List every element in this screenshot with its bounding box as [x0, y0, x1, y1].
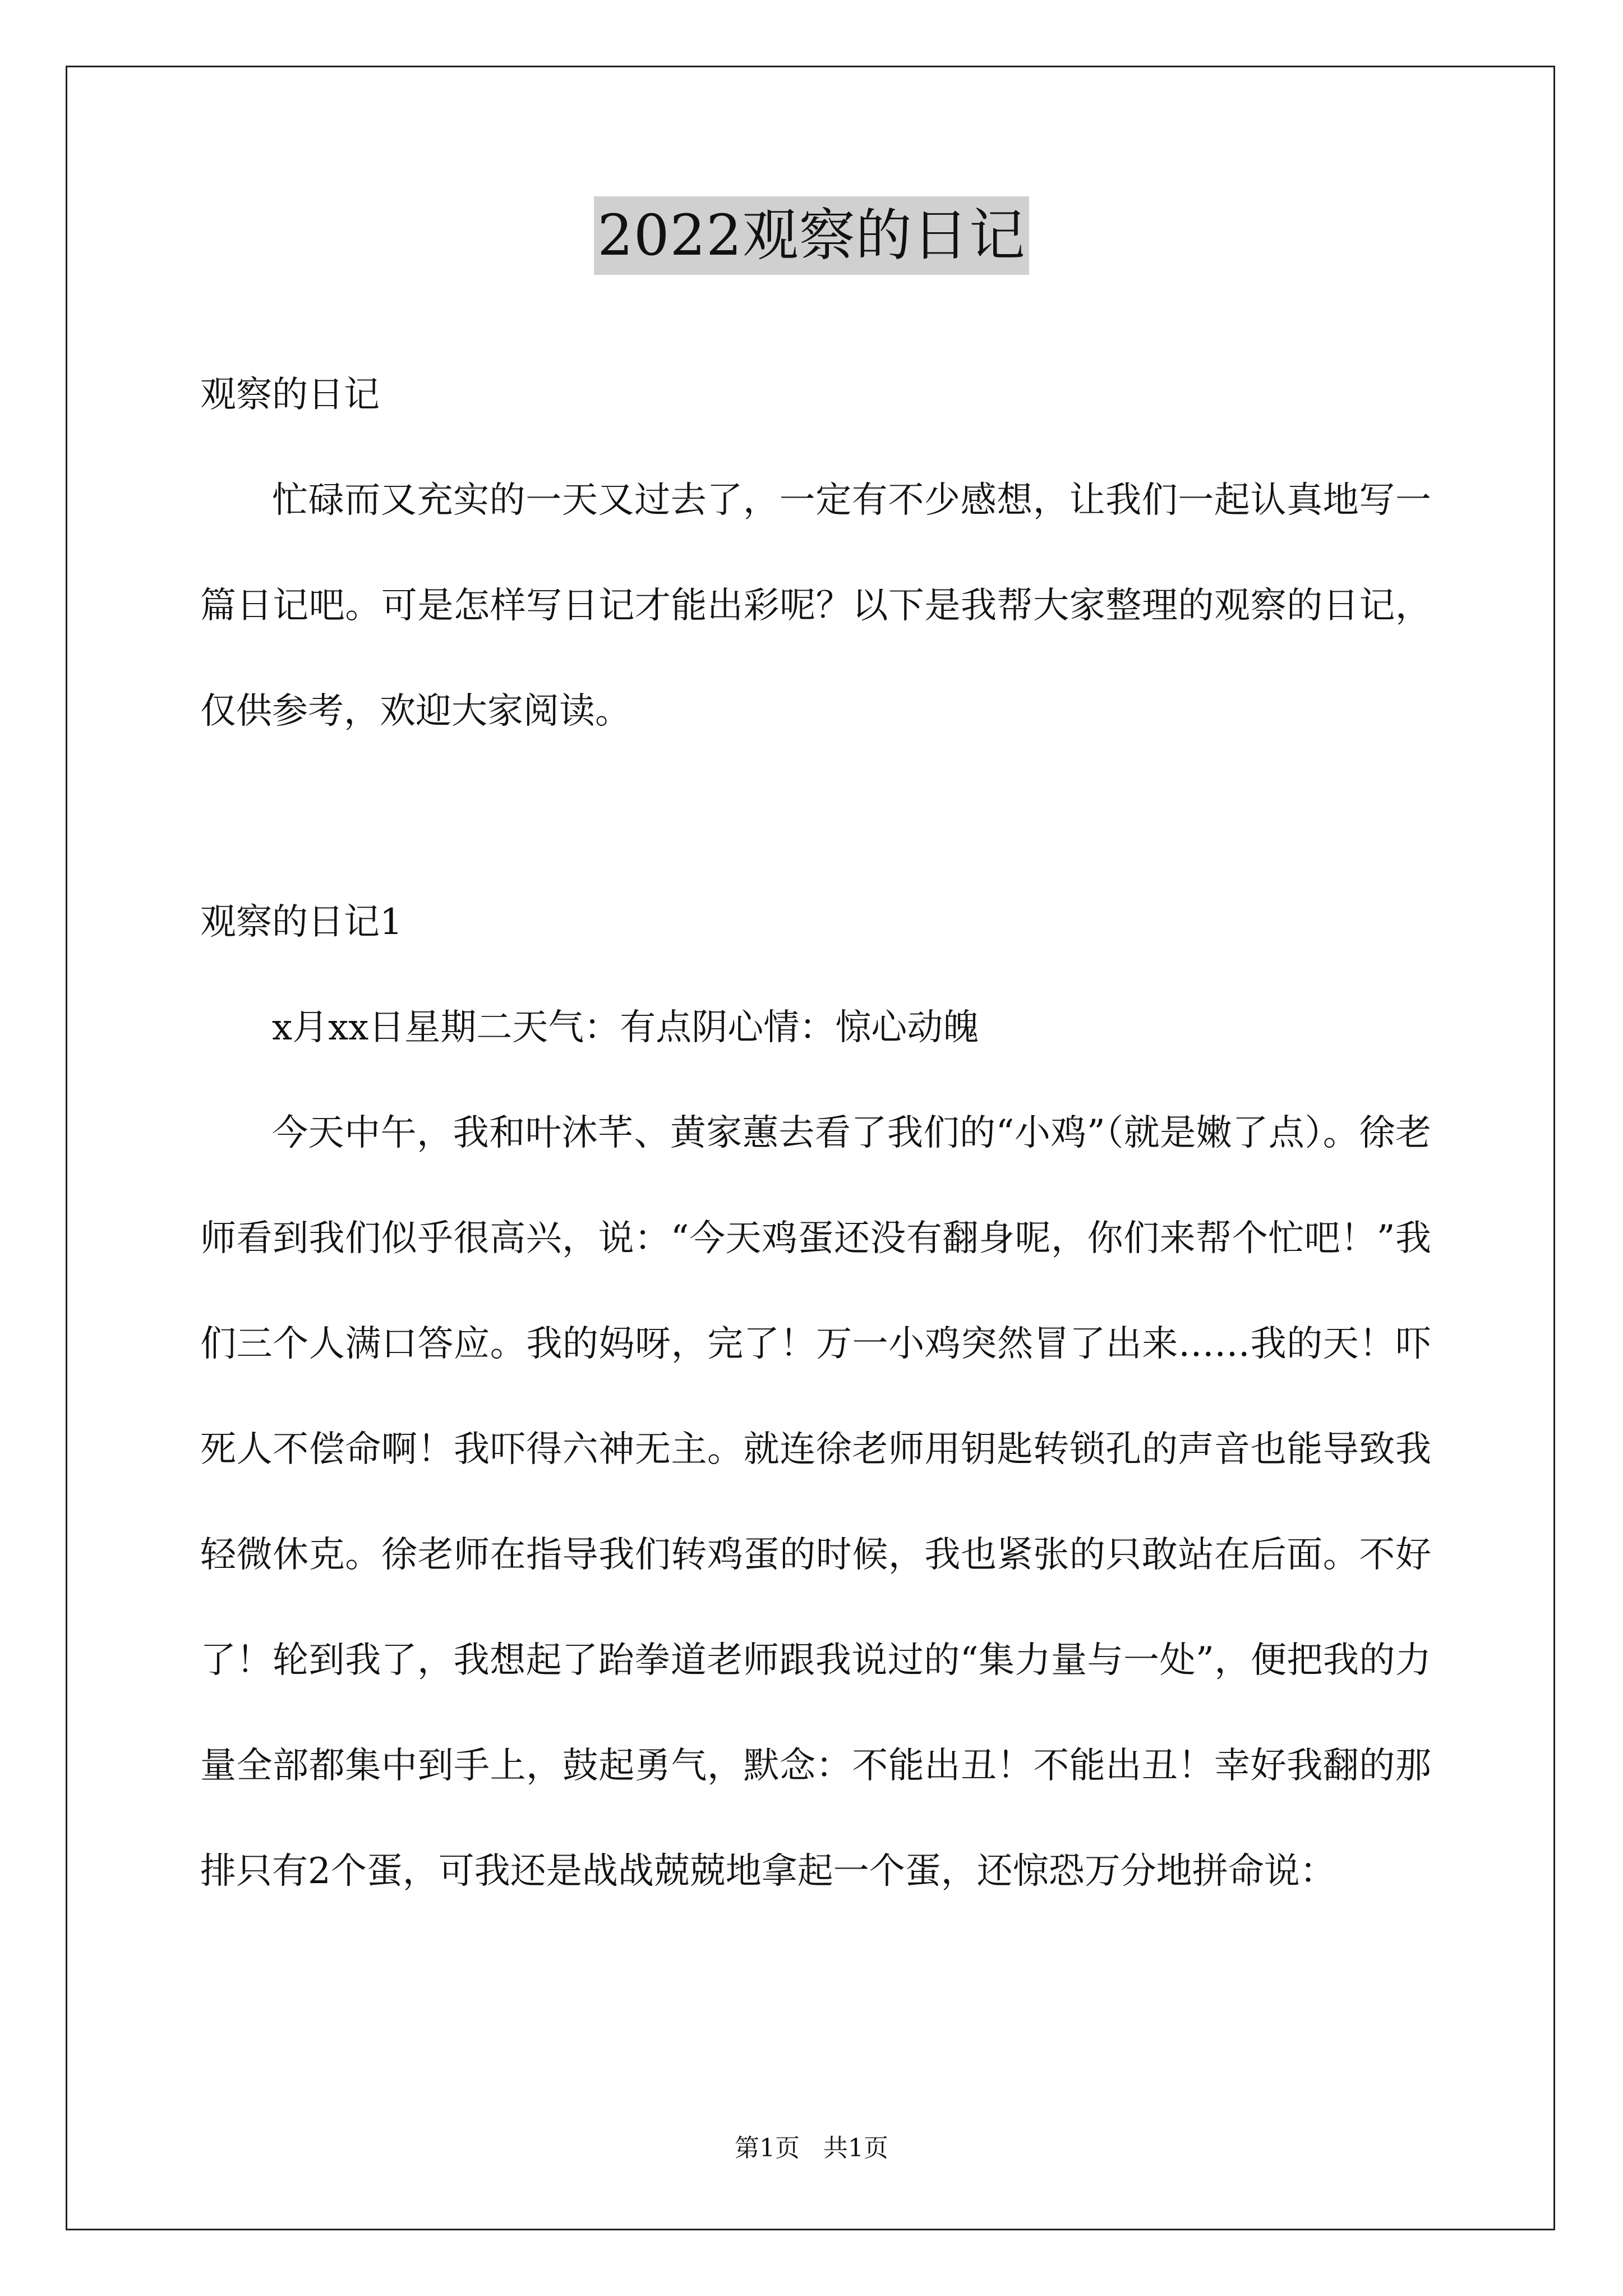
body-paragraph: 今天中午，我和叶沐芊、黄家蕙去看了我们的“小鸡”（就是嫩了点）。徐老师看到我们似乎很高兴，说：“今天鸡蛋还没有翻身呢，你们来帮个忙吧！”我们三个人满口答应。我的妈呀，完了！万一小鸡突然冒了出来……我的天！吓死人不偿命啊！我吓得六神无主。就连徐老师用钥匙转锁孔的声音也能导致我轻微休克。徐老师在指导我们转鸡蛋的时候，我也紧张的只敢站在后面。不好了！轮到我了，我想起了跆拳道老师跟我说过的“集力量与一处”，便把我的力量全部都集中到手上，鼓起勇气，默念：不能出丑！不能出丑！幸好我翻的那排只有2个蛋，可我还是战战兢兢地拿起一个蛋，还惊恐万分地拼命说：	[200, 1112, 1431, 1892]
subtitle: 观察的日记	[200, 374, 380, 416]
date-weather-line: x月xx日星期二天气：有点阴心情：惊心动魄	[272, 1007, 979, 1048]
document-body	[200, 342, 1431, 1924]
document-title: 2022观察的日记	[594, 196, 1029, 275]
title-container	[0, 196, 1623, 275]
intro-paragraph: 忙碌而又充实的一天又过去了，一定有不少感想，让我们一起认真地写一篇日记吧。可是怎样写日记才能出彩呢？以下是我帮大家整理的观察的日记，仅供参考，欢迎大家阅读。	[200, 480, 1431, 732]
paragraph-spacer	[200, 764, 1431, 869]
section-heading: 观察的日记1	[200, 901, 403, 943]
page-number-footer: 第1页 共1页	[735, 2134, 888, 2162]
